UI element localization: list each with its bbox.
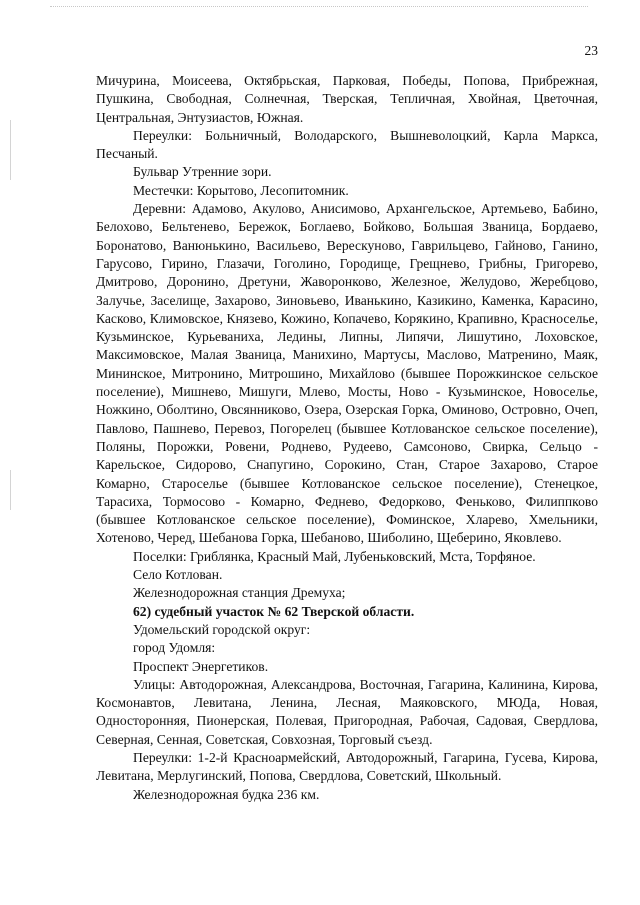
section-heading: 62) судебный участок № 62 Тверской области. (133, 603, 415, 619)
paragraph: Проспект Энергетиков. (133, 658, 269, 674)
document-body (96, 72, 598, 804)
paragraph: Переулки: 1-2-й Красноармейский, Автодорожный, Гагарина, Гусева, Кирова, Левитана, Мерлугинский, Попова, Свердлова, Советский, Школьный. (96, 749, 598, 784)
paragraph: Удомельский городской округ: (133, 621, 311, 637)
paragraph: Село Котлован. (133, 567, 223, 583)
paragraph: Переулки: Больничный, Володарского, Вышневолоцкий, Карла Маркса, Песчаный. (96, 127, 598, 162)
paragraph: Мичурина, Моисеева, Октябрьская, Парковая, Победы, Попова, Прибрежная, Пушкина, Свободная, Солнечная, Тверская, Тепличная, Хвойная, Цветочная, Центральная, Энтузиастов, Южная. (96, 73, 598, 125)
paragraph: Поселки: Гриблянка, Красный Май, Лубеньковский, Мста, Торфяное. (133, 548, 536, 564)
paragraph: Местечки: Корытово, Лесопитомник. (133, 182, 349, 198)
scan-top-artifact (50, 6, 588, 7)
paragraph: Железнодорожная будка 236 км. (133, 786, 320, 802)
paragraph: Бульвар Утренние зори. (133, 164, 272, 180)
paragraph: Улицы: Автодорожная, Александрова, Восточная, Гагарина, Калинина, Кирова, Космонавтов, Левитана, Ленина, Лесная, Маяковского, МЮДа, Новая, Односторонняя, Пионерская, Полевая, Пригородная, Рабочая, Садовая, Свердлова, Северная, Сенная, Советская, Совхозная, Торговый съезд. (96, 676, 598, 747)
page-number: 23 (584, 43, 598, 58)
scan-edge-mark (10, 120, 11, 180)
scan-edge-mark (10, 470, 11, 510)
paragraph: город Удомля: (133, 640, 216, 656)
paragraph: Деревни: Адамово, Акулово, Анисимово, Архангельское, Артемьево, Бабино, Белохово, Бельтенево, Бережок, Боглаево, Бойково, Большая Званица, Бордаево, Боронатово, Ванюнькино, Васильево, Верескуново, Гаврильцево, Гайново, Ганино, Гарусово, Гирино, Глазачи, Гоголино, Городище, Грещнево, Грибны, Григорево, Дмитрово, Доронино, Дретуни, Жаворонково, Железное, Желудово, Жеребцово, Залучье, Заселище, Захарово, Зиновьево, Иванькино, Казикино, Каменка, Карасино, Касково, Климовское, Князево, Кожино, Копачево, Корякино, Крапивно, Красноселье, Кузьминское, Курьеваниха, Ледины, Липны, Липячи, Лишутино, Лоховское, Максимовское, Малая Званица, Манихино, Мартусы, Маслово, Матренино, Маяк, Мининское, Митронино, Митрошино, Михайлово (бывшее Порожкинское сельское поселение), Мишнево, Мишуги, Млево, Мосты, Ново - Кузьминское, Новоселье, Ножкино, Оболтино, Овсянниково, Озера, Озерская Горка, Оминово, Островно, Очеп, Павлово, Пашнево, Перевоз, Погорелец (бывшее Котлованское сельское поселение), Поляны, Порожки, Ровени, Роднево, Рудеево, Самсоново, Свирка, Сельцо - Карельское, Сидорово, Снапугино, Сорокино, Стан, Старое Захарово, Старое Комарно, Староселье (бывшее Котлованское сельское поселение), Стенецкое, Тарасиха, Тормосово - Комарно, Феднево, Федорково, Феньково, Филиппково (бывшее Котлованское сельское поселение), Фоминское, Хларево, Хмельники, Хотеново, Черед, Шебанова Горка, Шебаново, Шиболино, Щеберино, Яковлево. (96, 201, 598, 546)
paragraph: Железнодорожная станция Дремуха; (133, 585, 346, 601)
